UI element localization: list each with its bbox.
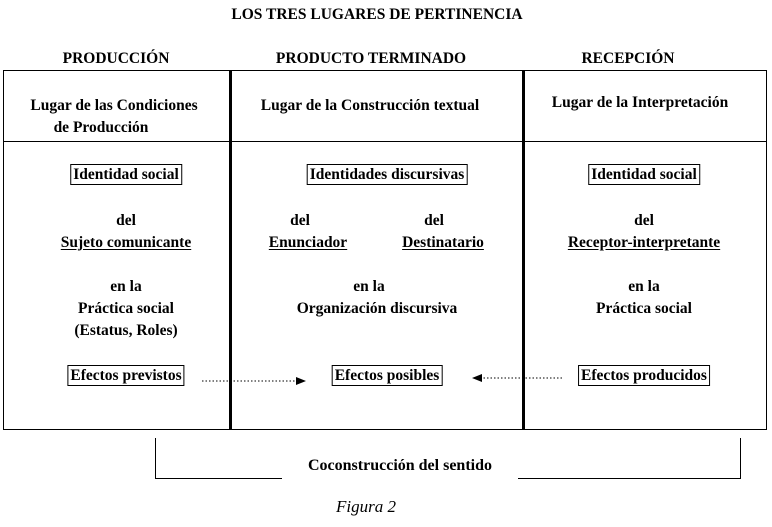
en-la-recepcion: en la xyxy=(628,278,660,295)
effects-box-posibles: Efectos posibles xyxy=(332,365,443,386)
dotted-arrow-producidos-to-posibles xyxy=(472,374,562,382)
del-produccion: del xyxy=(116,212,136,229)
practice-produccion-line2: (Estatus, Roles) xyxy=(74,322,178,339)
diagram-title: LOS TRES LUGARES DE PERTINENCIA xyxy=(231,6,523,23)
place-produccion-line1: Lugar de las Condiciones xyxy=(30,97,198,114)
dotted-arrow-previstos-to-posibles xyxy=(202,377,306,385)
effects-box-producidos: Efectos producidos xyxy=(578,365,710,386)
del-destinatario: del xyxy=(424,212,444,229)
del-recepcion: del xyxy=(634,212,654,229)
del-enunciador: del xyxy=(290,212,310,229)
organization-discursiva: Organización discursiva xyxy=(296,300,458,317)
identity-box-produccion: Identidad social xyxy=(70,164,182,185)
place-recepcion: Lugar de la Interpretación xyxy=(551,94,729,111)
header-produccion: PRODUCCIÓN xyxy=(62,50,170,67)
practice-produccion-line1: Práctica social xyxy=(78,300,174,317)
subject-destinatario: Destinatario xyxy=(402,234,484,251)
place-produccion-line2: de Producción xyxy=(53,119,149,136)
subject-enunciador: Enunciador xyxy=(268,234,348,251)
practice-recepcion: Práctica social xyxy=(596,300,692,317)
en-la-produccion: en la xyxy=(110,278,142,295)
identity-box-producto: Identidades discursivas xyxy=(307,164,468,185)
place-producto: Lugar de la Construcción textual xyxy=(260,97,480,114)
header-recepcion: RECEPCIÓN xyxy=(581,50,675,67)
figure-caption: Figura 2 xyxy=(336,497,396,516)
identity-box-recepcion: Identidad social xyxy=(588,164,700,185)
header-producto-terminado: PRODUCTO TERMINADO xyxy=(275,50,467,67)
coconstruction-label: Coconstrucción del sentido xyxy=(308,457,492,474)
effects-box-previstos: Efectos previstos xyxy=(67,365,184,386)
en-la-producto: en la xyxy=(353,278,385,295)
subject-sujeto-comunicante: Sujeto comunicante xyxy=(60,234,192,251)
subject-receptor-interpretante: Receptor-interpretante xyxy=(567,234,721,251)
